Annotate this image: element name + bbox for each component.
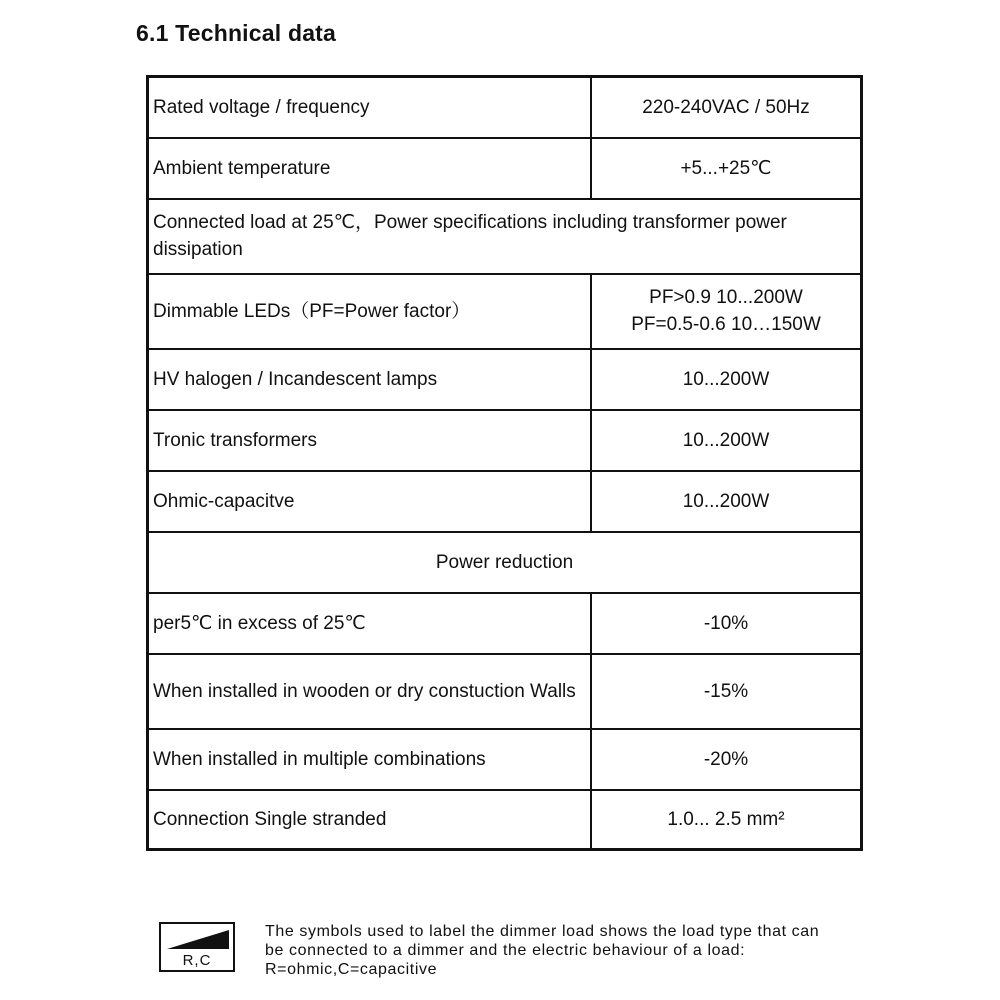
ohmic-capacitive-value: 10...200W [591, 471, 862, 532]
load-type-symbol-label: R,C [182, 952, 212, 969]
dimmable-leds-value-line1: PF>0.9 10...200W [649, 287, 803, 308]
wooden-walls-value: -15% [591, 654, 862, 729]
ambient-temperature-label: Ambient temperature [148, 138, 592, 199]
table-row [148, 138, 862, 199]
page-title: 6.1 Technical data [136, 20, 337, 46]
table-row [148, 471, 862, 532]
ambient-temperature-value: +5...+25℃ [591, 138, 862, 199]
wooden-walls-label: When installed in wooden or dry constuction Walls [148, 654, 592, 729]
multiple-combinations-value: -20% [591, 729, 862, 790]
tronic-transformers-value: 10...200W [591, 410, 862, 471]
technical-data-table [146, 75, 863, 851]
per5-value: -10% [591, 593, 862, 654]
load-type-symbol [159, 922, 235, 972]
table-row [148, 729, 862, 790]
dimmable-leds-label: Dimmable LEDs（PF=Power factor） [148, 274, 592, 349]
hv-halogen-label: HV halogen / Incandescent lamps [148, 349, 592, 410]
table-row [148, 532, 862, 593]
tronic-transformers-label: Tronic transformers [148, 410, 592, 471]
power-reduction-header: Power reduction [148, 532, 862, 593]
table-row [148, 790, 862, 850]
connected-load-note: Connected load at 25℃，Power specifications including transformer power dissipation [148, 199, 862, 274]
hv-halogen-value: 10...200W [591, 349, 862, 410]
legend-description: The symbols used to label the dimmer load shows the load type that can be connected to a dimmer and the electric behaviour of a load: R=ohmic,C=capacitive [265, 923, 820, 978]
rated-voltage-value: 220-240VAC / 50Hz [591, 77, 862, 138]
per5-label: per5℃ in excess of 25℃ [148, 593, 592, 654]
table-row [148, 274, 862, 349]
dimmable-leds-value-line2: PF=0.5-0.6 10…150W [631, 314, 821, 335]
connection-value: 1.0... 2.5 mm² [591, 790, 862, 850]
dimmable-leds-value [591, 274, 862, 349]
table-row [148, 410, 862, 471]
connection-label: Connection Single stranded [148, 790, 592, 850]
multiple-combinations-label: When installed in multiple combinations [148, 729, 592, 790]
table-row [148, 654, 862, 729]
ramp-icon [167, 930, 229, 950]
ohmic-capacitive-label: Ohmic-capacitve [148, 471, 592, 532]
table-row [148, 77, 862, 138]
rated-voltage-label: Rated voltage / frequency [148, 77, 592, 138]
table-row [148, 349, 862, 410]
table-row [148, 593, 862, 654]
table-row [148, 199, 862, 274]
